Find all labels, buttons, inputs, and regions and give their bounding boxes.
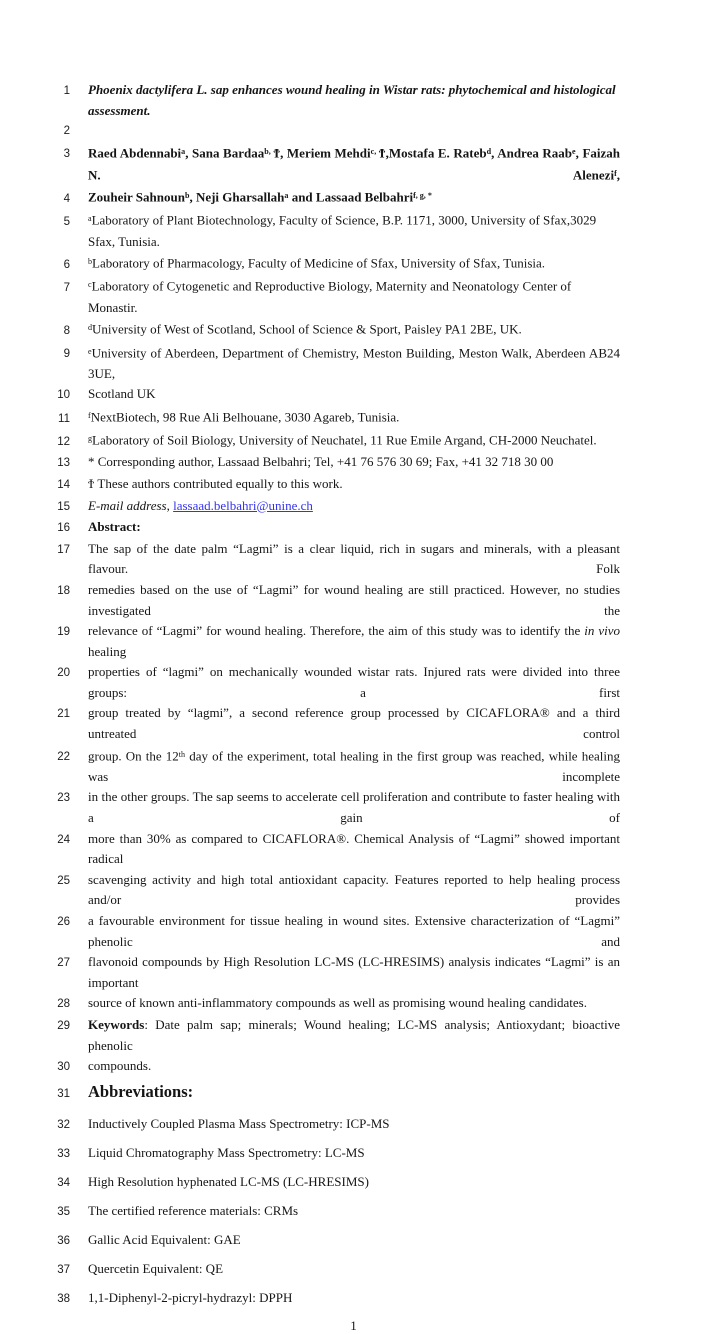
line-number: 31 bbox=[57, 1087, 70, 1100]
text-segment: a bbox=[88, 214, 92, 224]
text-segment: e bbox=[572, 146, 576, 156]
text-segment: source of known anti-inflammatory compounds as well as promising wound healing candidates. bbox=[88, 995, 587, 1011]
line-number: 24 bbox=[57, 833, 70, 846]
line-row bbox=[40, 1172, 707, 1194]
line-row bbox=[40, 1114, 707, 1136]
text-segment: d bbox=[486, 146, 492, 156]
line-number: 9 bbox=[63, 348, 70, 361]
line-number: 4 bbox=[63, 192, 70, 205]
line-text bbox=[88, 1259, 620, 1280]
line-number: 13 bbox=[57, 457, 70, 470]
line-text bbox=[88, 275, 620, 318]
text-segment: , bbox=[616, 167, 620, 183]
line-number: 37 bbox=[57, 1264, 70, 1277]
text-segment: a bbox=[284, 191, 289, 201]
text-segment: University of Aberdeen, Department of Chemistry, Meston Building, Meston Walk, Aberdeen AB24 3UE, bbox=[88, 345, 620, 381]
text-segment: relevance of “Lagmi” for wound healing. Therefore, the aim of this study was to identify the bbox=[88, 623, 585, 639]
text-segment: NextBiotech, 98 Rue Ali Belhouane, 3030 Agareb, Tunisia. bbox=[90, 409, 400, 425]
line-number: 5 bbox=[63, 216, 70, 229]
line-text bbox=[88, 911, 620, 952]
text-segment: Raed Abdennabi bbox=[88, 145, 182, 161]
line-number: 21 bbox=[57, 708, 70, 721]
text-segment: Abbreviations: bbox=[88, 1081, 194, 1101]
line-row bbox=[40, 829, 707, 870]
text-segment: c bbox=[88, 280, 92, 290]
line-text bbox=[88, 1172, 620, 1193]
text-segment: and Lassaad Belbahri bbox=[288, 189, 414, 205]
line-number: 25 bbox=[57, 874, 70, 887]
line-number: 8 bbox=[63, 324, 70, 337]
line-row bbox=[40, 993, 707, 1015]
line-text bbox=[88, 1201, 620, 1222]
line-row bbox=[40, 911, 707, 952]
line-row bbox=[40, 142, 707, 186]
line-text bbox=[88, 662, 620, 703]
text-segment: flavonoid compounds by High Resolution LC-MS (LC-HRESIMS) analysis indicates “Lagmi” is an important bbox=[88, 954, 620, 990]
text-segment: remedies based on the use of “Lagmi” for wound healing are still practiced. However, no studies investigated the bbox=[88, 581, 620, 618]
text-segment: Laboratory of Soil Biology, University of Neuchatel, 11 Rue Emile Argand, CH-2000 Neuchatel. bbox=[92, 432, 597, 448]
line-row bbox=[40, 1056, 707, 1078]
line-number: 33 bbox=[57, 1147, 70, 1160]
text-segment: g bbox=[88, 434, 93, 444]
line-number: 15 bbox=[57, 500, 70, 513]
line-text bbox=[88, 580, 620, 621]
line-text bbox=[88, 1288, 620, 1309]
line-row bbox=[40, 580, 707, 621]
text-segment: a favourable environment for tissue healing in wound sites. Extensive characterization of “Lagmi” phenolic and bbox=[88, 913, 620, 949]
line-text bbox=[88, 1230, 620, 1251]
line-text bbox=[88, 787, 620, 828]
text-segment: Keywords bbox=[88, 1017, 145, 1032]
line-number: 1 bbox=[63, 85, 70, 97]
line-text bbox=[88, 1143, 620, 1164]
text-segment: b, bbox=[264, 146, 274, 156]
text-segment: Ϯ These authors contributed equally to this work. bbox=[88, 475, 343, 491]
line-text bbox=[88, 870, 620, 911]
text-segment: f bbox=[88, 410, 91, 420]
text-segment: Scotland UK bbox=[88, 386, 156, 402]
text-segment: High Resolution hyphenated LC-MS (LC-HRESIMS) bbox=[88, 1173, 369, 1189]
line-text bbox=[88, 993, 620, 1014]
line-number: 20 bbox=[57, 667, 70, 680]
line-number: 38 bbox=[57, 1293, 70, 1306]
line-text bbox=[88, 252, 620, 274]
text-segment: a bbox=[181, 146, 186, 156]
line-text bbox=[88, 406, 620, 428]
page-number: 1 bbox=[350, 1317, 357, 1333]
line-text bbox=[88, 209, 620, 252]
text-segment: ,Mostafa E. Rateb bbox=[385, 145, 487, 161]
text-segment: Ϯ bbox=[273, 145, 281, 161]
text-segment: : Date palm sap; minerals; Wound healing; LC-MS analysis; Antioxydant; bioactive phenolic bbox=[88, 1017, 620, 1053]
line-text bbox=[88, 1056, 620, 1077]
line-number: 16 bbox=[57, 522, 70, 535]
text-segment: group treated by “lagmi”, a second reference group processed by CICAFLORA® and a third untreated control bbox=[88, 705, 620, 742]
line-text bbox=[88, 745, 620, 788]
text-segment: Liquid Chromatography Mass Spectrometry: LC-MS bbox=[88, 1144, 365, 1160]
text-segment: more than 30% as compared to CICAFLORA®. Chemical Analysis of “Lagmi” showed important radical bbox=[88, 830, 620, 867]
line-row bbox=[40, 474, 707, 496]
text-segment: The certified reference materials: CRMs bbox=[88, 1203, 299, 1219]
text-segment: E-mail address bbox=[88, 497, 167, 513]
line-number: 3 bbox=[63, 148, 70, 161]
text-segment: group. On the 12 bbox=[88, 748, 179, 764]
text-segment: , Faizah N. Alenezi bbox=[88, 145, 620, 183]
text-segment: compounds. bbox=[88, 1058, 152, 1074]
line-row bbox=[40, 952, 707, 993]
line-row bbox=[40, 275, 707, 318]
line-number: 10 bbox=[57, 389, 70, 402]
text-segment: th bbox=[178, 749, 186, 759]
line-text bbox=[88, 703, 620, 744]
line-number: 27 bbox=[57, 957, 70, 970]
text-segment: Quercetin Equivalent: QE bbox=[88, 1261, 224, 1277]
text-segment: Ϯ bbox=[378, 145, 386, 161]
text-segment: in the other groups. The sap seems to accelerate cell proliferation and contribute to faster healing with a gain of bbox=[88, 789, 620, 826]
text-segment: in vivo bbox=[584, 623, 620, 639]
text-segment: Laboratory of Plant Biotechnology, Faculty of Science, B.P. 1171, 3000, University of Sfax,3029 Sfax, Tunisia. bbox=[88, 213, 597, 249]
line-text bbox=[88, 452, 620, 473]
text-segment: 1,1-Diphenyl-2-picryl-hydrazyl: DPPH bbox=[88, 1290, 293, 1306]
line-number: 14 bbox=[57, 478, 70, 491]
line-number: 18 bbox=[57, 584, 70, 597]
text-segment: * Corresponding author, Lassaad Belbahri; Tel, +41 76 576 30 69; Fax, +41 32 718 30 00 bbox=[88, 454, 554, 470]
line-row bbox=[40, 252, 707, 275]
text-segment: b bbox=[184, 191, 190, 201]
paper-title bbox=[88, 80, 620, 121]
text-segment: Phoenix dactylifera L. sap enhances wound healing in Wistar rats: phytochemical and histological assessment. bbox=[88, 82, 616, 118]
line-row bbox=[40, 1015, 707, 1056]
line-row bbox=[40, 745, 707, 788]
text-segment: b bbox=[88, 257, 93, 267]
line-row bbox=[40, 429, 707, 452]
line-row bbox=[40, 1288, 707, 1310]
text-segment: Abstract: bbox=[88, 519, 141, 535]
line-number: 19 bbox=[57, 626, 70, 639]
line-text bbox=[88, 1080, 620, 1104]
line-row bbox=[40, 1259, 707, 1281]
text-segment: University of West of Scotland, School of Science & Sport, Paisley PA1 2BE, UK. bbox=[92, 321, 522, 337]
line-number: 30 bbox=[57, 1061, 70, 1074]
line-number: 29 bbox=[57, 1020, 70, 1032]
line-row bbox=[40, 662, 707, 703]
line-row bbox=[40, 318, 707, 341]
text-segment: day of the experiment, total healing in the first group was reached, while healing was incomplete bbox=[88, 748, 620, 784]
text-segment: e bbox=[88, 346, 92, 356]
line-row bbox=[40, 186, 707, 209]
line-number: 2 bbox=[63, 125, 70, 138]
line-row bbox=[40, 342, 707, 385]
text-segment: , Sana Bardaa bbox=[185, 145, 265, 161]
line-row bbox=[40, 496, 707, 518]
text-segment: Zouheir Sahnoun bbox=[88, 189, 185, 205]
line-row bbox=[40, 1143, 707, 1165]
line-number: 32 bbox=[57, 1118, 70, 1131]
line-row bbox=[40, 406, 707, 429]
line-row bbox=[40, 539, 707, 580]
text-segment: f, g, * bbox=[413, 191, 432, 201]
line-row bbox=[40, 80, 707, 121]
text-segment: Gallic Acid Equivalent: GAE bbox=[88, 1232, 241, 1248]
line-text bbox=[88, 829, 620, 870]
text-segment: Laboratory of Pharmacology, Faculty of Medicine of Sfax, University of Sfax, Tunisia. bbox=[92, 255, 546, 271]
line-text bbox=[88, 496, 620, 517]
line-text bbox=[88, 474, 620, 495]
line-row bbox=[40, 452, 707, 474]
line-text bbox=[88, 1114, 620, 1135]
text-segment: scavenging activity and high total antioxidant capacity. Features reported to help healing process and/or provides bbox=[88, 871, 620, 908]
text-segment: properties of “lagmi” on mechanically wounded wistar rats. Injured rats were divided into three groups: a first bbox=[88, 664, 620, 700]
line-number: 23 bbox=[57, 792, 70, 805]
line-text bbox=[88, 142, 620, 186]
line-text bbox=[88, 539, 620, 580]
line-row bbox=[40, 121, 707, 142]
line-row bbox=[40, 621, 707, 662]
line-row bbox=[40, 787, 707, 828]
line-text bbox=[88, 186, 620, 208]
line-text bbox=[88, 517, 620, 538]
line-text bbox=[88, 621, 620, 662]
text-segment: Laboratory of Cytogenetic and Reproductive Biology, Maternity and Neonatology Center of Monastir. bbox=[88, 279, 572, 315]
text-segment: , Neji Gharsallah bbox=[189, 189, 285, 205]
line-row bbox=[40, 1201, 707, 1223]
text-segment: healing bbox=[88, 643, 127, 659]
line-text bbox=[88, 1015, 620, 1056]
line-number: 11 bbox=[58, 412, 70, 425]
text-segment: f bbox=[614, 169, 617, 178]
text-segment: , bbox=[166, 497, 174, 513]
line-number: 35 bbox=[57, 1206, 70, 1219]
line-number: 34 bbox=[57, 1176, 70, 1189]
line-row bbox=[40, 1230, 707, 1252]
line-row bbox=[40, 870, 707, 911]
text-segment: Inductively Coupled Plasma Mass Spectrometry: ICP-MS bbox=[88, 1115, 390, 1131]
line-number: 6 bbox=[63, 258, 70, 271]
section-heading-row bbox=[40, 1080, 707, 1106]
text-segment: , Meriem Mehdi bbox=[280, 145, 371, 161]
line-row bbox=[40, 517, 707, 539]
text-segment: d bbox=[88, 323, 93, 333]
line-text bbox=[88, 384, 620, 405]
line-number: 36 bbox=[57, 1235, 70, 1248]
line-number: 22 bbox=[57, 751, 70, 764]
text-segment: c, bbox=[370, 146, 379, 156]
line-row bbox=[40, 384, 707, 406]
line-number: 12 bbox=[57, 435, 70, 448]
text-segment: , Andrea Raab bbox=[491, 145, 573, 161]
line-text bbox=[88, 429, 620, 451]
email-link[interactable]: lassaad.belbahri@unine.ch bbox=[173, 497, 313, 513]
line-number: 7 bbox=[63, 282, 70, 295]
line-text bbox=[88, 952, 620, 993]
line-text bbox=[88, 318, 620, 340]
line-row bbox=[40, 209, 707, 252]
line-number: 17 bbox=[57, 543, 70, 556]
text-segment: The sap of the date palm “Lagmi” is a clear liquid, rich in sugars and minerals, with a pleasant flavour. Folk bbox=[88, 540, 620, 577]
line-number: 28 bbox=[57, 998, 70, 1011]
line-row bbox=[40, 703, 707, 744]
line-number: 26 bbox=[57, 916, 70, 929]
line-text bbox=[88, 342, 620, 385]
